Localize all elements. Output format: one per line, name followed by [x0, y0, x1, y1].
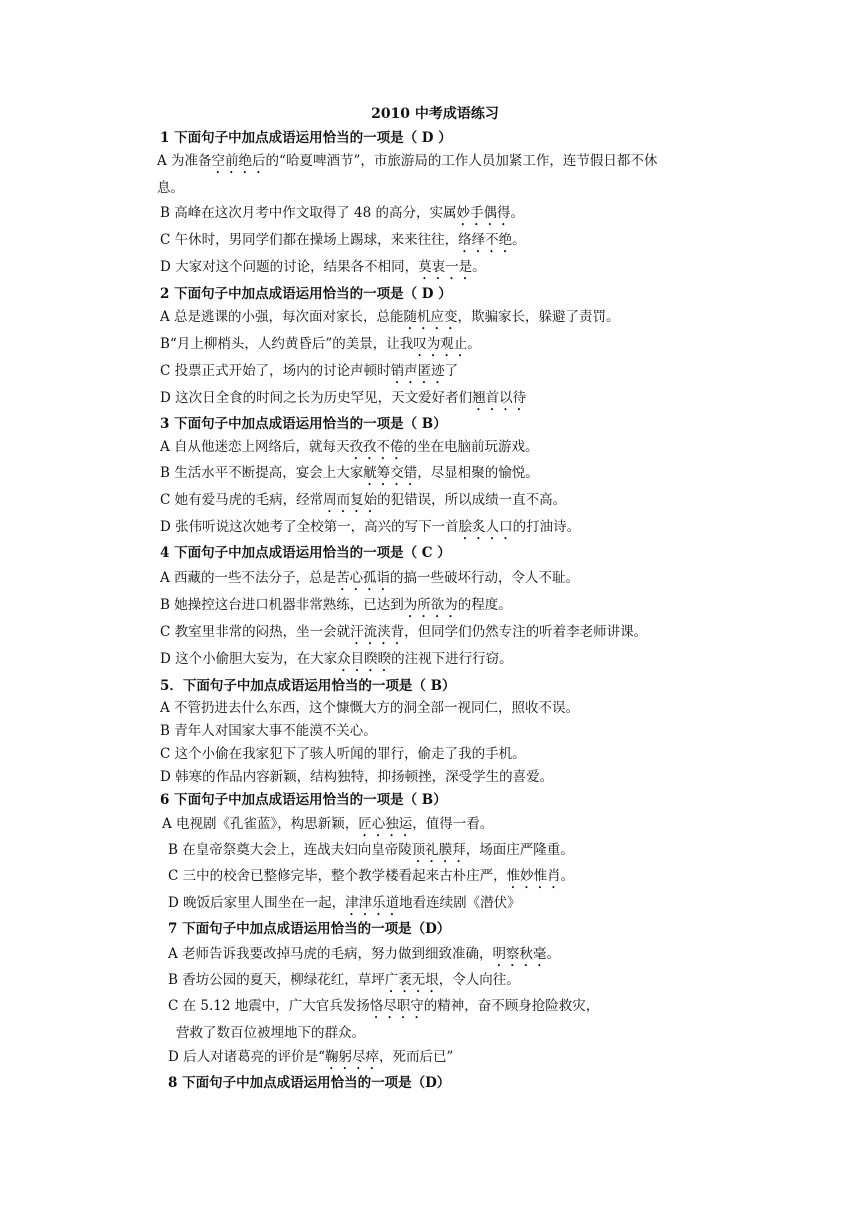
idiom-emphasis: 惟妙惟肖 — [506, 868, 561, 884]
question-2-heading: 2 下面句子中加点成语运用恰当的一项是（ D ） — [160, 286, 452, 302]
question-4-option-c: C 教室里非常的闷热，坐一会就汗流浃背，但同学们仍然专注的听着李老师讲课。 — [160, 624, 648, 640]
question-2-option-c: C 投票正式开始了，场内的讨论声顿时销声匿迹了 — [160, 363, 459, 379]
idiom-emphasis: 为所欲为 — [403, 597, 458, 613]
idiom-emphasis: 销声匿迹 — [390, 363, 445, 379]
question-7-heading: 7 下面句子中加点成语运用恰当的一项是（D） — [168, 921, 451, 937]
question-7-option-c: C 在 5.12 地震中，广大官兵发扬恪尽职守的精神，奋不顾身抢险救灾， — [168, 998, 600, 1014]
question-5-option-a: A 不管扔进去什么东西，这个慷慨大方的洞全部一视同仁，照收不误。 — [160, 700, 580, 716]
question-6-option-d: D 晚饭后家里人围坐在一起，津津乐道地看连续剧《潜伏》 — [168, 895, 521, 911]
idiom-emphasis: 莫衷一是 — [418, 259, 473, 275]
question-5-heading: 5．下面句子中加点成语运用恰当的一项是（ B） — [160, 678, 456, 694]
idiom-emphasis: 明察秋毫 — [492, 946, 547, 962]
question-5-option-b: B 青年人对国家大事不能漠不关心。 — [160, 723, 377, 739]
question-2-option-a: A 总是逃课的小强，每次面对家长，总能随机应变，欺骗家长，躲避了责罚。 — [160, 309, 620, 325]
question-7-option-b: B 香坊公园的夏天，柳绿花红，草坪广袤无垠，令人向往。 — [168, 972, 520, 988]
idiom-emphasis: 妙手偶得 — [456, 205, 511, 221]
idiom-emphasis: 随机应变 — [403, 309, 458, 325]
question-6-heading: 6 下面句子中加点成语运用恰当的一项是（ B） — [160, 792, 447, 808]
question-3-option-a: A 自从他迷恋上网络后，就每天孜孜不倦的坐在电脑前玩游戏。 — [160, 439, 539, 455]
idiom-emphasis: 叹为观止 — [413, 336, 468, 352]
question-8-heading: 8 下面句子中加点成语运用恰当的一项是（D） — [168, 1075, 451, 1091]
idiom-emphasis: 脍炙人口 — [458, 519, 513, 535]
idiom-emphasis: 汗流浃背 — [350, 624, 405, 640]
question-1-heading: 1 下面句子中加点成语运用恰当的一项是（ D ） — [160, 130, 452, 146]
idiom-emphasis: 匠心独运 — [358, 816, 413, 832]
question-3-heading: 3 下面句子中加点成语运用恰当的一项是（ B） — [160, 416, 447, 432]
question-6-option-c: C 三中的校舍已整修完毕，整个教学楼看起来古朴庄严，惟妙惟肖。 — [168, 868, 575, 884]
idiom-emphasis: 觥筹交错 — [363, 465, 418, 481]
question-4-heading: 4 下面句子中加点成语运用恰当的一项是（ C ） — [160, 545, 451, 561]
idiom-emphasis: 孜孜不倦 — [349, 439, 404, 455]
question-4-option-b: B 她操控这台进口机器非常熟练，已达到为所欲为的程度。 — [160, 597, 512, 613]
idiom-emphasis: 顶礼膜拜 — [411, 842, 466, 858]
question-3-option-c: C 她有爱马虎的毛病，经常周而复始的犯错误，所以成绩一直不高。 — [160, 492, 567, 508]
idiom-emphasis: 络绎不绝 — [458, 232, 513, 248]
question-4-option-d: D 这个小偷胆大妄为，在大家众目睽睽的注视下进行行窃。 — [160, 651, 513, 667]
question-1-option-a-cont: 息。 — [157, 180, 184, 196]
question-1-option-a: A 为准备空前绝后的“哈夏啤酒节”，市旅游局的工作人员加紧工作，连节假日都不休 — [157, 153, 658, 169]
question-5-option-c: C 这个小偷在我家犯下了骇人听闻的罪行，偷走了我的手机。 — [160, 746, 526, 762]
idiom-emphasis: 苦心孤诣 — [336, 570, 391, 586]
question-6-option-a: A 电视剧《孔雀蓝》，构思新颖，匠心独运，值得一看。 — [162, 816, 494, 832]
question-4-option-a: A 西藏的一些不法分子，总是苦心孤诣的搞一些破坏行动，令人不耻。 — [160, 570, 580, 586]
question-3-option-b: B 生活水平不断提高，宴会上大家觥筹交错，尽显相聚的愉悦。 — [160, 465, 539, 481]
idiom-emphasis: 恪尽职守 — [369, 998, 424, 1014]
question-5-option-d: D 韩寒的作品内容新颖，结构独特，抑扬顿挫，深受学生的喜爱。 — [160, 769, 554, 785]
question-1-option-c: C 午休时，男同学们都在操场上踢球，来来往往，络绎不绝。 — [160, 232, 526, 248]
idiom-emphasis: 周而复始 — [323, 492, 378, 508]
question-7-option-c-cont: 营救了数百位被埋地下的群众。 — [176, 1025, 365, 1041]
question-2-option-b: B“月上柳梢头，人约黄昏后”的美景，让我叹为观止。 — [160, 336, 481, 352]
idiom-emphasis: 翘首以待 — [472, 390, 527, 406]
question-7-option-a: A 老师告诉我要改掉马虎的毛病，努力做到细致准确，明察秋毫。 — [168, 946, 561, 962]
question-7-option-d: D 后人对诸葛亮的评价是“鞠躬尽瘁，死而后已” — [168, 1049, 454, 1065]
idiom-emphasis: 鞠躬尽瘁 — [325, 1049, 380, 1065]
question-3-option-d: D 张伟听说这次她考了全校第一，高兴的写下一首脍炙人口的打油诗。 — [160, 519, 581, 535]
question-1-option-b: B 高峰在这次月考中作文取得了 48 的高分，实属妙手偶得。 — [160, 205, 524, 221]
question-1-option-d: D 大家对这个问题的讨论，结果各不相同，莫衷一是。 — [160, 259, 486, 275]
idiom-emphasis: 众目睽睽 — [337, 651, 392, 667]
idiom-emphasis: 空前绝后 — [211, 153, 266, 169]
idiom-emphasis: 津津乐道 — [345, 895, 400, 911]
idiom-emphasis: 广袤无垠 — [384, 972, 439, 988]
question-2-option-d: D 这次日全食的时间之长为历史罕见，天文爱好者们翘首以待 — [160, 390, 527, 406]
page-title: 2010 中考成语练习 — [371, 106, 499, 122]
question-6-option-b: B 在皇帝祭奠大会上，连战夫妇向皇帝陵顶礼膜拜，场面庄严隆重。 — [168, 842, 574, 858]
